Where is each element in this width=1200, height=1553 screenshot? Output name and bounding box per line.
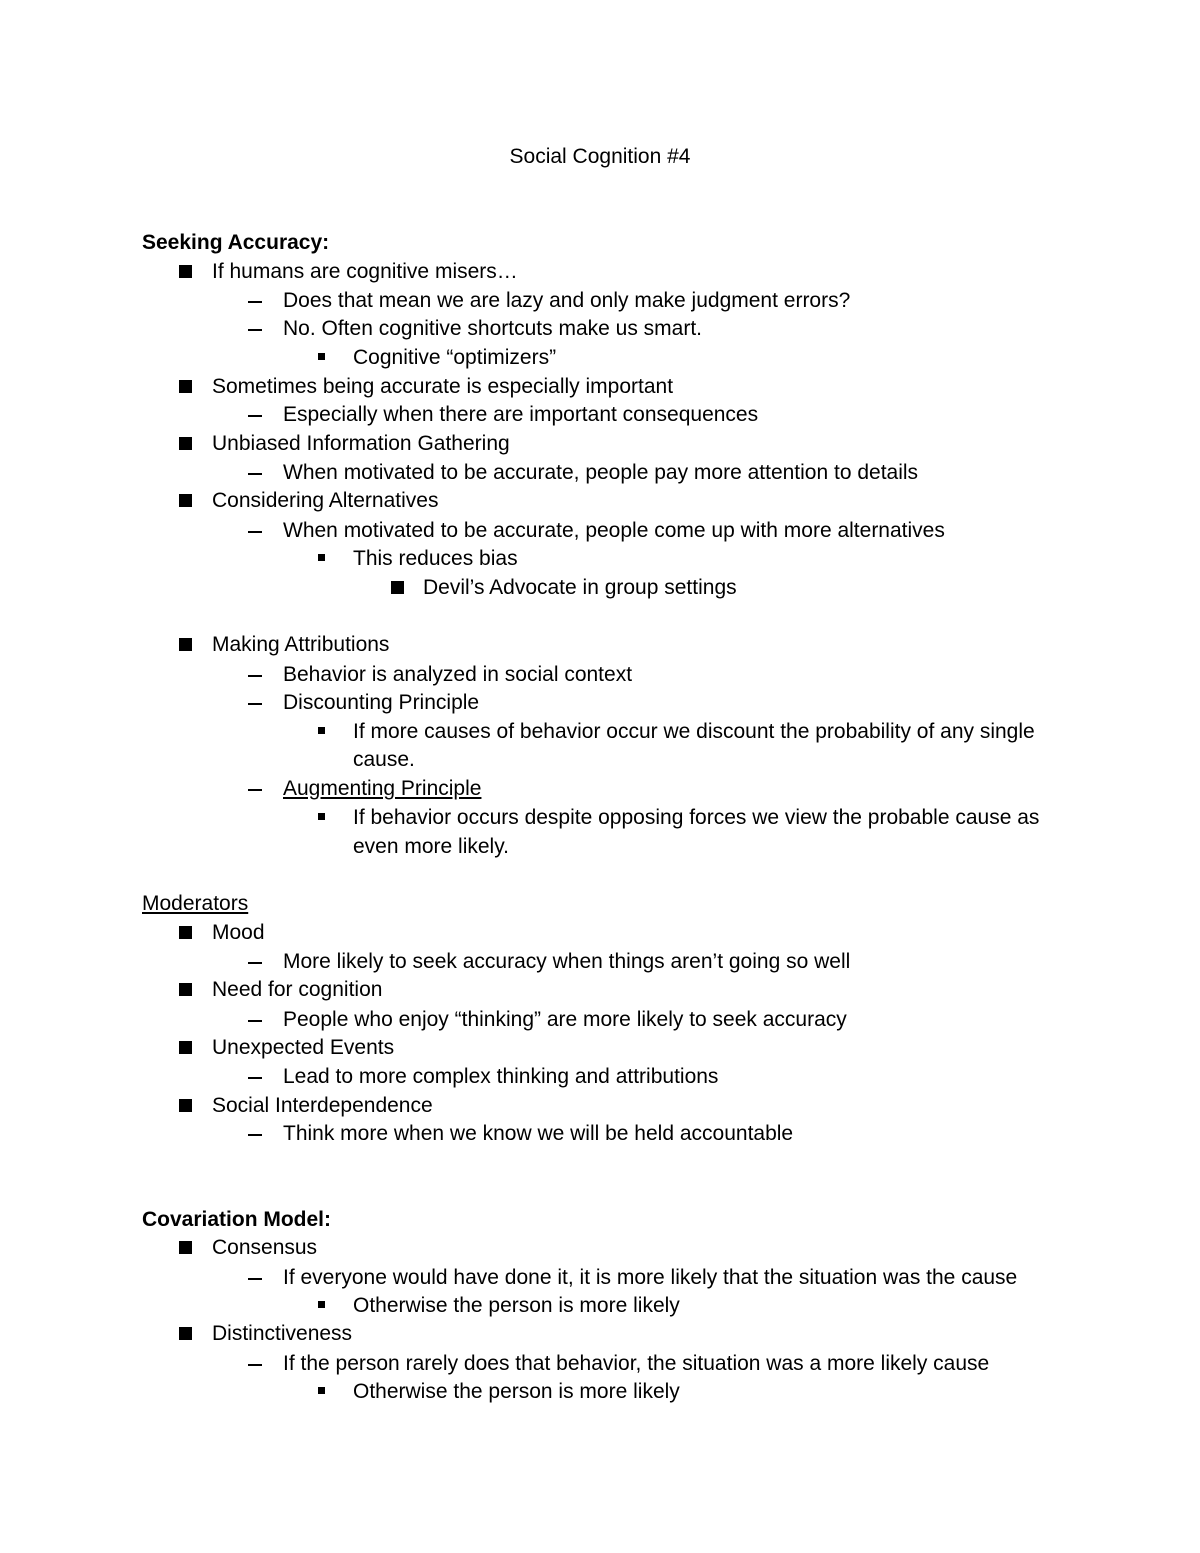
small-square-bullet-icon: [318, 353, 325, 360]
small-square-bullet-icon: [318, 554, 325, 561]
bullet-c2: If everyone would have done it, it is more likely that the situation was the cause: [283, 1266, 1018, 1289]
dash-bullet-icon: [248, 531, 262, 533]
dash-bullet-icon: [248, 301, 262, 303]
square-bullet-icon: [179, 983, 192, 996]
dash-bullet-icon: [248, 1278, 262, 1280]
dash-bullet-icon: [248, 415, 262, 417]
dash-bullet-icon: [248, 473, 262, 475]
section-heading-covariation-model: Covariation Model:: [142, 1208, 332, 1231]
bullet-l15: Discounting Principle: [283, 691, 480, 714]
dash-bullet-icon: [248, 1134, 262, 1136]
bullet-l18-cont: even more likely.: [353, 835, 510, 858]
dash-bullet-icon: [248, 962, 262, 964]
bullet-l16-cont: cause.: [353, 748, 415, 771]
bullet-l11: This reduces bias: [353, 547, 518, 570]
square-bullet-icon: [179, 1327, 192, 1340]
bullet-l13: Making Attributions: [212, 633, 390, 656]
section-heading-seeking-accuracy: Seeking Accuracy:: [142, 231, 330, 254]
bullet-c4: Distinctiveness: [212, 1322, 353, 1345]
dash-bullet-icon: [248, 329, 262, 331]
bullet-m1: Mood: [212, 921, 265, 944]
square-bullet-icon: [179, 1041, 192, 1054]
bullet-l9: Considering Alternatives: [212, 489, 439, 512]
bullet-l14: Behavior is analyzed in social context: [283, 663, 633, 686]
bullet-l12: Devil’s Advocate in group settings: [423, 576, 737, 599]
bullet-l7: Unbiased Information Gathering: [212, 432, 510, 455]
small-square-bullet-icon: [318, 1387, 325, 1394]
bullet-l2: Does that mean we are lazy and only make judgment errors?: [283, 289, 851, 312]
bullet-l16: If more causes of behavior occur we discount the probability of any single: [353, 720, 1035, 743]
bullet-l17: Augmenting Principle: [283, 777, 482, 800]
bullet-l5: Sometimes being accurate is especially important: [212, 375, 674, 398]
square-bullet-icon: [179, 638, 192, 651]
dash-bullet-icon: [248, 1020, 262, 1022]
dash-bullet-icon: [248, 789, 262, 791]
bullet-l1: If humans are cognitive misers…: [212, 260, 518, 283]
bullet-c1: Consensus: [212, 1236, 318, 1259]
square-bullet-icon: [179, 494, 192, 507]
square-bullet-icon: [179, 1099, 192, 1112]
bullet-c6: Otherwise the person is more likely: [353, 1380, 680, 1403]
bullet-l3: No. Often cognitive shortcuts make us smart.: [283, 317, 702, 340]
bullet-m3: Need for cognition: [212, 978, 383, 1001]
square-bullet-icon: [179, 926, 192, 939]
bullet-m4: People who enjoy “thinking” are more likely to seek accuracy: [283, 1008, 847, 1031]
bullet-m5: Unexpected Events: [212, 1036, 395, 1059]
square-bullet-icon: [179, 1241, 192, 1254]
bullet-l6: Especially when there are important consequences: [283, 403, 759, 426]
bullet-c3: Otherwise the person is more likely: [353, 1294, 680, 1317]
bullet-m2: More likely to seek accuracy when things aren’t going so well: [283, 950, 851, 973]
dash-bullet-icon: [248, 1077, 262, 1079]
section-heading-moderators: Moderators: [142, 892, 249, 915]
small-square-bullet-icon: [318, 813, 325, 820]
square-bullet-icon: [391, 581, 404, 594]
square-bullet-icon: [179, 265, 192, 278]
document-title: Social Cognition #4: [509, 145, 691, 168]
square-bullet-icon: [179, 437, 192, 450]
bullet-l10: When motivated to be accurate, people come up with more alternatives: [283, 519, 945, 542]
bullet-l4: Cognitive “optimizers”: [353, 346, 557, 369]
dash-bullet-icon: [248, 1364, 262, 1366]
bullet-l18: If behavior occurs despite opposing forces we view the probable cause as: [353, 806, 1040, 829]
bullet-c5: If the person rarely does that behavior, the situation was a more likely cause: [283, 1352, 990, 1375]
small-square-bullet-icon: [318, 1301, 325, 1308]
dash-bullet-icon: [248, 675, 262, 677]
bullet-l8: When motivated to be accurate, people pay more attention to details: [283, 461, 919, 484]
bullet-m6: Lead to more complex thinking and attributions: [283, 1065, 719, 1088]
bullet-m8: Think more when we know we will be held accountable: [283, 1122, 794, 1145]
square-bullet-icon: [179, 380, 192, 393]
small-square-bullet-icon: [318, 727, 325, 734]
bullet-m7: Social Interdependence: [212, 1094, 433, 1117]
dash-bullet-icon: [248, 703, 262, 705]
